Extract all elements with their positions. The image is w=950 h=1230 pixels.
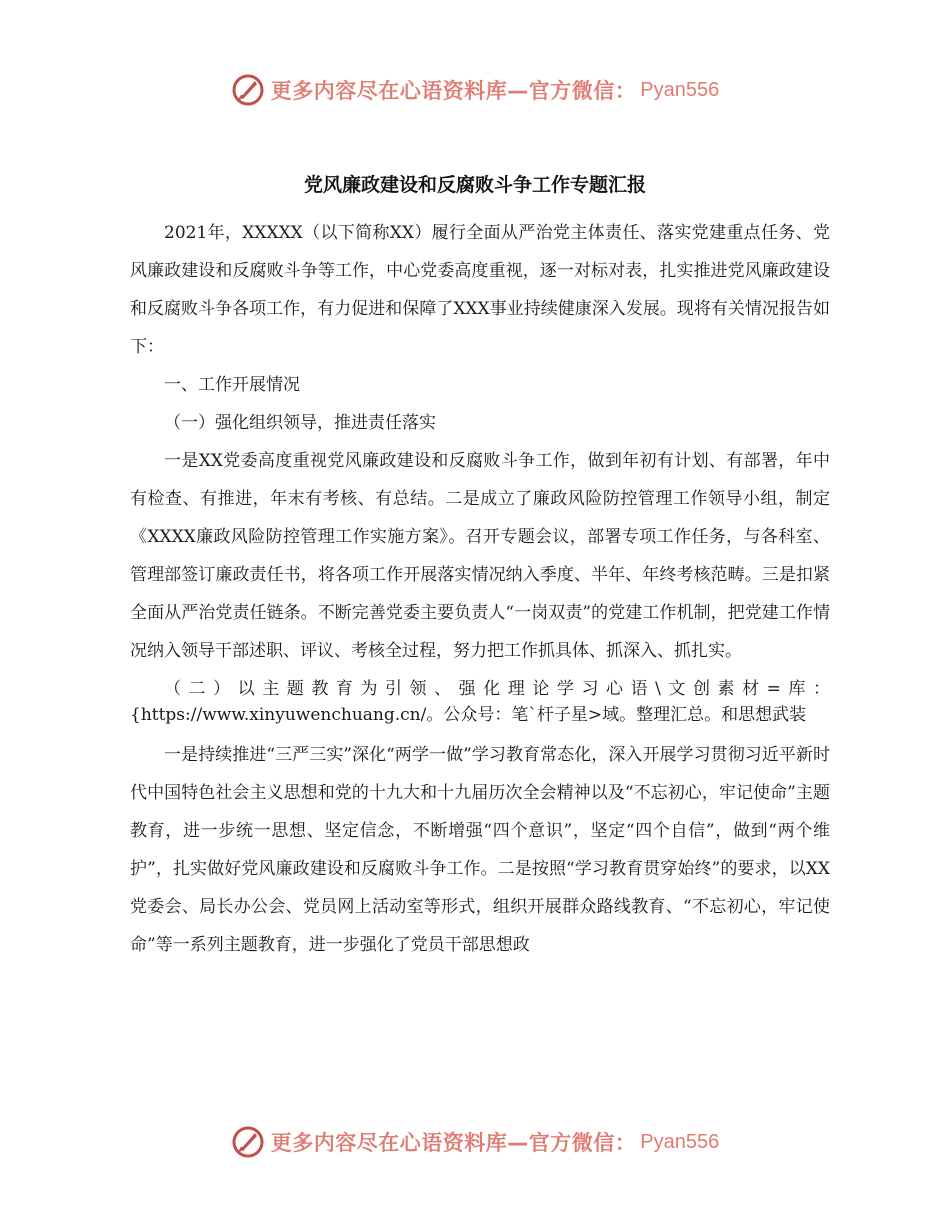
- banner-text: 更多内容尽在心语资料库—官方微信：: [270, 79, 637, 103]
- footer-banner: [0, 1122, 950, 1162]
- intro-paragraph: 2021年，XXXXX（以下简称XX）履行全面从严治党主体责任、落实党建重点任务、党风廉政建设和反腐败斗争等工作，中心党委高度重视，逐一对标对表，扎实推进党风廉政建设和反腐败斗争各项工作，有力促进和保障了XXX事业持续健康深入发展。现将有关情况报告如下：: [130, 223, 830, 357]
- banner-handle: Pyan556: [640, 78, 720, 101]
- banner-handle: Pyan556: [640, 1130, 720, 1153]
- subsection-heading-1: （一）强化组织领导，推进责任落实: [164, 413, 436, 433]
- body-paragraph-1: 一是XX党委高度重视党风廉政建设和反腐败斗争工作，做到年初有计划、有部署，年中有检查、有推进，年末有考核、有总结。二是成立了廉政风险防控管理工作领导小组，制定《XXXX廉政风险防控管理工作实施方案》。召开专题会议，部署专项工作任务，与各科室、管理部签订廉政责任书，将各项工作开展落实情况纳入季度、半年、年终考核范畴。三是扣紧全面从严治党责任链条。不断完善党委主要负责人“一岗双责”的党建工作机制，把党建工作情况纳入领导干部述职、评议、考核全过程，努力把工作抓具体、抓深入、抓扎实。: [130, 451, 830, 661]
- banner-text: 更多内容尽在心语资料库—官方微信：: [270, 1131, 637, 1155]
- document-title: 党风廉政建设和反腐败斗争工作专题汇报: [303, 174, 646, 196]
- quill-logo-icon: [231, 73, 265, 107]
- header-banner: [0, 70, 950, 110]
- subsection-heading-2: （二）以主题教育为引领、强化理论学习心语\文创素材=库：{https://www.xinyuwenchuang.cn/。公众号：笔`杆子星>域。整理汇总。和思想武装: [130, 679, 830, 725]
- body-paragraph-2: 一是持续推进“三严三实”深化“两学一做”学习教育常态化，深入开展学习贯彻习近平新时代中国特色社会主义思想和党的十九大和十九届历次全会精神以及“不忘初心，牢记使命”主题教育，进一步统一思想、坚定信念，不断增强“四个意识”，坚定“四个自信”，做到“两个维护”，扎实做好党风廉政建设和反腐败斗争工作。二是按照“学习教育贯穿始终”的要求，以XX党委会、局长办公会、党员网上活动室等形式，组织开展群众路线教育、“不忘初心，牢记使命”等一系列主题教育，进一步强化了党员干部思想政: [130, 745, 830, 955]
- document-body: [130, 214, 830, 964]
- quill-logo-icon: [231, 1125, 265, 1159]
- section-heading: 一、工作开展情况: [164, 375, 300, 395]
